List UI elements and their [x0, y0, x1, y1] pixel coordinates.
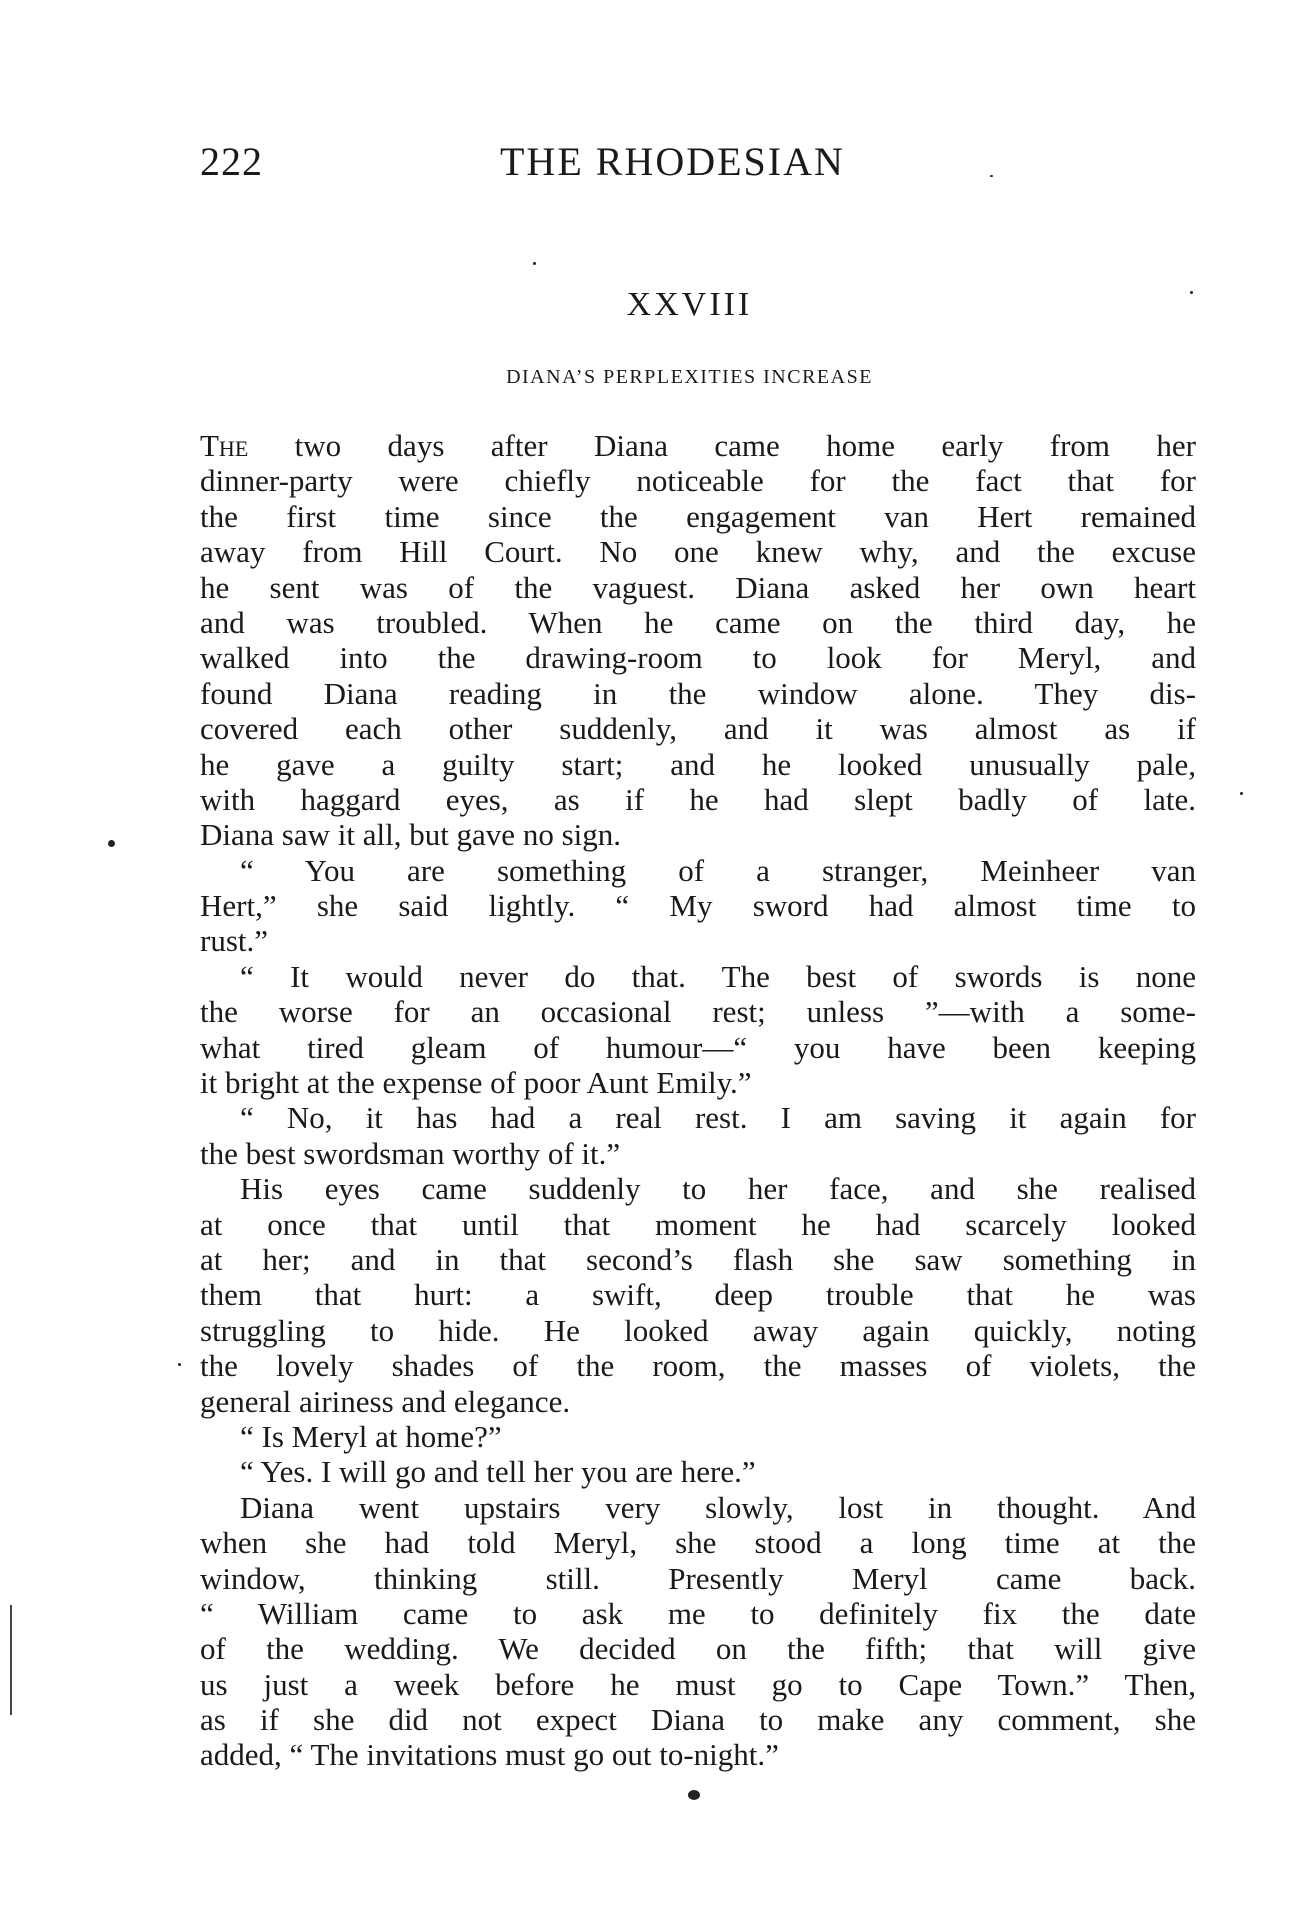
text-line: the worse for an occasional rest; unless ”—with a some- — [200, 994, 1196, 1030]
text-line: the best swordsman worthy of it.” — [200, 1135, 621, 1171]
first-word: The — [200, 428, 249, 463]
text-line: found Diana reading in the window alone. They dis- — [200, 675, 1196, 711]
text-line: at once that until that moment he had scarcely looked — [200, 1206, 1196, 1242]
text-line: when she had told Meryl, she stood a long time at the — [200, 1525, 1196, 1561]
text-line: added, “ The invitations must go out to-night.” — [200, 1737, 779, 1773]
text-line: covered each other suddenly, and it was almost as if — [200, 711, 1196, 747]
text-line: as if she did not expect Diana to make any comment, she — [200, 1702, 1196, 1738]
text-line: and was troubled. When he came on the third day, he — [200, 604, 1196, 640]
chapter-number-text: XXVIII — [626, 286, 753, 323]
text-line: Diana saw it all, but gave no sign. — [200, 817, 621, 853]
text-line: away from Hill Court. No one knew why, and the excuse — [200, 534, 1196, 570]
text-line: what tired gleam of humour—“ you have been keeping — [200, 1029, 1196, 1065]
text-line: dinner-party were chiefly noticeable for the fact that for — [200, 463, 1196, 499]
text-line: us just a week before he must go to Cape Town.” Then, — [200, 1666, 1196, 1702]
chapter-number — [0, 286, 1299, 324]
margin-rule — [10, 1605, 12, 1715]
text-line: general airiness and elegance. — [200, 1383, 571, 1419]
text-line: with haggard eyes, as if he had slept badly of late. — [200, 781, 1196, 817]
chapter-title-text: DIANA’S PERPLEXITIES INCREASE — [506, 366, 873, 388]
text-line: of the wedding. We decided on the fifth; that will give — [200, 1631, 1196, 1667]
scan-speck — [533, 262, 536, 265]
text-line: he gave a guilty start; and he looked unusually pale, — [200, 746, 1196, 782]
text-line: them that hurt: a swift, deep trouble that he was — [200, 1277, 1196, 1313]
text-line: “ Yes. I will go and tell her you are here.” — [240, 1454, 756, 1490]
text-line: “ No, it has had a real rest. I am saving it again for — [240, 1100, 1196, 1136]
running-head — [200, 138, 1000, 188]
text-line: the lovely shades of the room, the masses of violets, the — [200, 1348, 1196, 1384]
text-line: it bright at the expense of poor Aunt Emily.” — [200, 1065, 752, 1101]
text-line: walked into the drawing-room to look for Meryl, and — [200, 640, 1196, 676]
chapter-title — [0, 366, 1299, 389]
page-number: 222 — [200, 139, 263, 184]
text-line-1-rest: two days after Diana came home early from her — [248, 428, 1196, 463]
scan-speck — [1190, 291, 1193, 294]
text-line-1 — [200, 428, 1196, 463]
text-line: “ William came to ask me to definitely fix the date — [200, 1595, 1196, 1631]
scan-speck — [990, 175, 993, 177]
text-line: “ Is Meryl at home?” — [240, 1418, 502, 1454]
body-text — [200, 428, 1196, 1773]
scan-speck — [178, 1363, 181, 1366]
text-line: the first time since the engagement van Hert remained — [200, 498, 1196, 534]
text-line: at her; and in that second’s flash she saw something in — [200, 1241, 1196, 1277]
text-line: “ It would never do that. The best of swords is none — [240, 958, 1196, 994]
scan-speck — [108, 840, 115, 847]
text-line: window, thinking still. Presently Meryl came back. — [200, 1560, 1196, 1596]
text-line: he sent was of the vaguest. Diana asked her own heart — [200, 569, 1196, 605]
scan-speck — [1240, 792, 1243, 795]
text-line: struggling to hide. He looked away again quickly, noting — [200, 1312, 1196, 1348]
text-line: His eyes came suddenly to her face, and she realised — [240, 1171, 1196, 1207]
text-line: rust.” — [200, 923, 269, 959]
text-line: “ You are something of a stranger, Meinheer van — [240, 852, 1196, 888]
running-title: THE RHODESIAN — [500, 139, 845, 184]
text-line: Hert,” she said lightly. “ My sword had almost time to — [200, 888, 1196, 924]
text-line: Diana went upstairs very slowly, lost in thought. And — [240, 1489, 1196, 1525]
scan-speck — [688, 1790, 700, 1800]
